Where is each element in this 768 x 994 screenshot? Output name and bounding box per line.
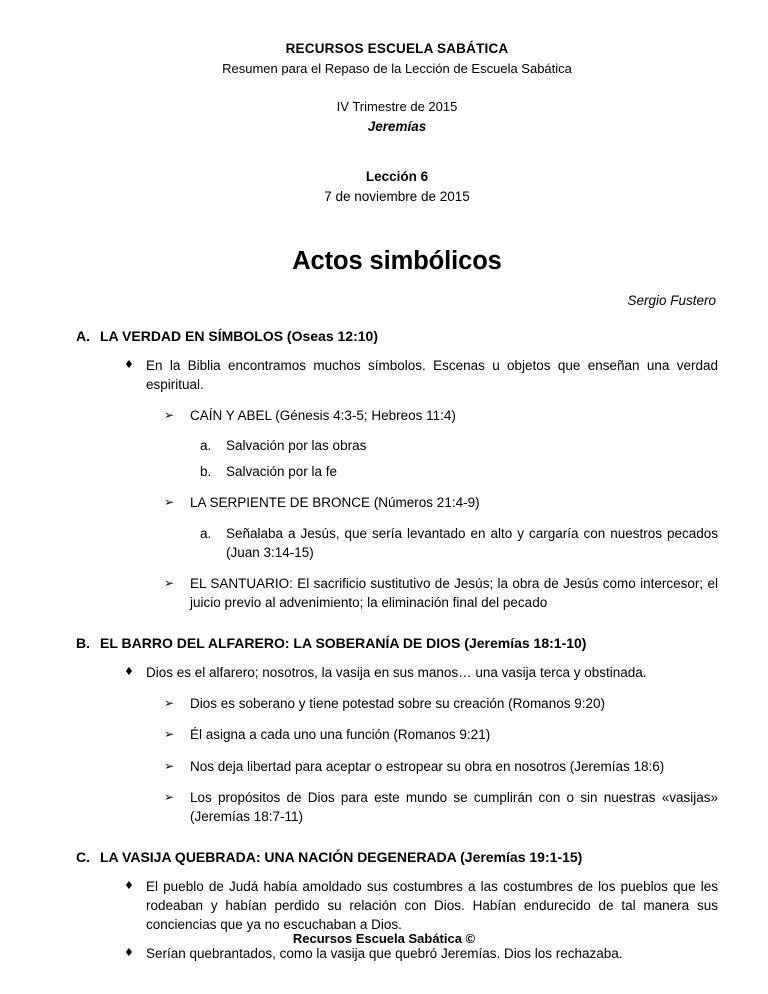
list-item-text: Serían quebrantados, como la vasija que quebró Jeremías. Dios los rechazaba.: [146, 946, 623, 962]
sub-list-item: [76, 406, 718, 425]
alpha-list: [76, 524, 718, 562]
list-item: [76, 877, 718, 934]
alpha-list: [76, 436, 718, 481]
bullet-list: [76, 356, 718, 394]
section: [76, 848, 718, 964]
masthead-subtitle: Resumen para el Repaso de la Lección de Escuela Sabática: [222, 61, 572, 77]
diamond-bullet-icon: ♦: [124, 878, 134, 892]
lesson-date: 7 de noviembre de 2015: [324, 189, 470, 205]
sub-list-item-text: EL SANTUARIO: El sacrificio sustitutivo de Jesús; la obra de Jesús como intercesor; el juicio previo al advenimiento; la eliminación final del pecado: [190, 575, 718, 611]
sub-list-item: [76, 694, 718, 713]
section: [76, 327, 718, 612]
page-title: Actos simbólicos: [292, 246, 502, 275]
quarter-label: IV Trimestre de 2015: [336, 98, 458, 114]
sections-container: [76, 327, 718, 964]
author-name: Sergio Fustero: [627, 292, 716, 308]
sub-list: [76, 406, 718, 612]
sub-list-item-text: Él asigna a cada uno una función (Romanos 9:21): [190, 727, 491, 743]
section-title: LA VASIJA QUEBRADA: UNA NACIÓN DEGENERADA (Jeremías 19:1-15): [100, 849, 583, 866]
arrow-bullet-icon: ➢: [164, 789, 175, 804]
bullet-list: [76, 877, 718, 964]
sub-list-item: [76, 493, 718, 512]
alpha-list-item: [76, 462, 718, 481]
bullet-list: [76, 663, 718, 682]
section-heading: [76, 634, 718, 653]
sub-list: [76, 694, 718, 826]
section-letter: B.: [76, 635, 90, 652]
alpha-list-item-text: Salvación por las obras: [226, 438, 367, 454]
section-heading: [76, 848, 718, 867]
alpha-list-marker: a.: [200, 525, 212, 541]
alpha-list-item: [76, 524, 718, 562]
section-heading: [76, 327, 718, 346]
arrow-bullet-icon: ➢: [164, 758, 175, 773]
section-title: EL BARRO DEL ALFARERO: LA SOBERANÍA DE DIOS (Jeremías 18:1-10): [100, 635, 587, 652]
arrow-bullet-icon: ➢: [164, 575, 175, 590]
lesson-number: Lección 6: [365, 169, 429, 185]
list-item-text: En la Biblia encontramos muchos símbolos. Escenas u objetos que enseñan una verdad espiritual.: [146, 357, 718, 392]
sub-list-item-text: Nos deja libertad para aceptar o estropear su obra en nosotros (Jeremías 18:6): [190, 758, 665, 774]
section: [76, 634, 718, 826]
list-item: [76, 663, 718, 682]
masthead-title: RECURSOS ESCUELA SABÁTICA: [285, 41, 509, 56]
alpha-list-marker: a.: [200, 438, 212, 454]
arrow-bullet-icon: ➢: [164, 495, 175, 510]
list-item-text: Dios es el alfarero; nosotros, la vasija en sus manos… una vasija terca y obstinada.: [146, 665, 647, 681]
section-title: LA VERDAD EN SÍMBOLOS (Oseas 12:10): [100, 327, 378, 344]
alpha-list-item: [76, 436, 718, 455]
section-letter: C.: [76, 849, 90, 866]
sub-list-item-text: CAÍN Y ABEL (Génesis 4:3-5; Hebreos 11:4): [190, 407, 456, 423]
alpha-list-item-text: Salvación por la fe: [226, 464, 338, 480]
section-letter: A.: [76, 327, 90, 344]
sub-list-item: [76, 757, 718, 776]
quarter-block: [76, 98, 718, 136]
list-item: [76, 356, 718, 394]
document-content: [76, 0, 718, 964]
sub-list-item-text: Los propósitos de Dios para este mundo se cumplirán con o sin nuestras «vasijas» (Jeremías 18:7-11): [190, 789, 718, 824]
lesson-block: [76, 167, 718, 208]
alpha-list-marker: b.: [200, 464, 212, 480]
arrow-bullet-icon: ➢: [164, 727, 175, 742]
sub-list-item: [76, 788, 718, 826]
arrow-bullet-icon: ➢: [164, 407, 175, 422]
sub-list-item: [76, 574, 718, 612]
book-title: Jeremías: [367, 118, 427, 134]
list-item: [76, 944, 718, 963]
alpha-list-item-text: Señalaba a Jesús, que sería levantado en alto y cargaría con nuestros pecados (Juan 3:14-15): [226, 525, 718, 560]
list-item-text: El pueblo de Judá había amoldado sus costumbres a las costumbres de los pueblos que les rodeaban y habían perdido su relación con Dios. Habían endurecido de tal manera sus conciencias que ya no escuchaban a Dios.: [146, 878, 718, 933]
sub-list-item-text: LA SERPIENTE DE BRONCE (Números 21:4-9): [190, 495, 480, 511]
page-footer: Recursos Escuela Sabática ©: [292, 931, 476, 946]
arrow-bullet-icon: ➢: [164, 696, 175, 711]
sub-list-item-text: Dios es soberano y tiene potestad sobre su creación (Romanos 9:20): [190, 696, 605, 712]
diamond-bullet-icon: ♦: [124, 665, 134, 679]
diamond-bullet-icon: ♦: [124, 946, 134, 960]
masthead: [76, 0, 718, 78]
sub-list-item: [76, 725, 718, 744]
diamond-bullet-icon: ♦: [124, 357, 134, 371]
